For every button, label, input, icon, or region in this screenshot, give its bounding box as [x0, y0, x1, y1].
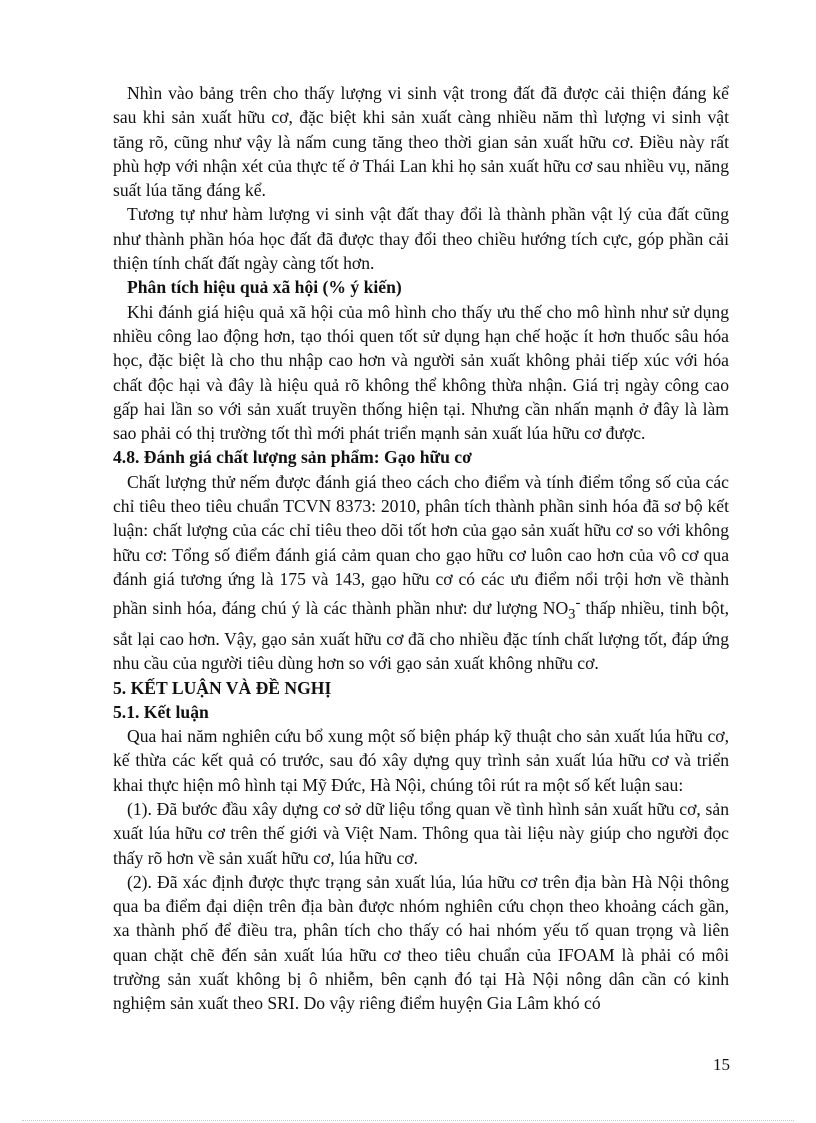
heading-section-5: 5. KẾT LUẬN VÀ ĐỀ NGHỊ: [113, 677, 332, 698]
heading-section-4-8: 4.8. Đánh giá chất lượng sản phẩm: Gạo hữu cơ: [113, 447, 472, 468]
page-body: [113, 81, 729, 1016]
page-number: 15: [713, 1055, 730, 1074]
paragraph-conclusion-intro: Qua hai năm nghiên cứu bổ xung một số biện pháp kỹ thuật cho sản xuất lúa hữu cơ, kế thừa các kết quả có trước, sau đó xây dựng quy trình sản xuất lúa hữu cơ và triển khai thực hiện mô hình tại Mỹ Đức, Hà Nội, chúng tôi rút ra một số kết luận sau:: [113, 726, 729, 795]
no3-superscript: -: [575, 595, 581, 612]
paragraph-conclusion-1: (1). Đã bước đầu xây dựng cơ sở dữ liệu tổng quan về tình hình sản xuất hữu cơ, sản xuất lúa hữu cơ trên thế giới và Việt Nam. Thông qua tài liệu này giúp cho người đọc thấy rõ hơn về sản xuất hữu cơ, lúa hữu cơ.: [113, 798, 729, 868]
paragraph-social-efficiency: Khi đánh giá hiệu quả xã hội của mô hình cho thấy ưu thế cho mô hình như sử dụng nhiều công lao động hơn, tạo thói quen tốt sử dụng hạn chế hoặc ít hơn thuốc sâu hóa học, đặc biệt là cho thu nhập cao hơn và người sản xuất không phải tiếp xúc với hóa chất độc hại và đây là hiệu quả rõ không thể không thừa nhận. Giá trị ngày công cao gấp hai lần so với sản xuất truyền thống hiện tại. Nhưng cần nhấn mạnh ở đây là làm sao phải có thị trường tốt thì mới phát triển mạnh sản xuất lúa hữu cơ được.: [113, 301, 729, 444]
paragraph-rice-quality-part2: thấp nhiều, tinh bột, sắt lại cao hơn. Vậy, gạo sản xuất hữu cơ đã cho nhiều đặc tính chất lượng tốt, đáp ứng nhu cầu của người tiêu dùng hơn so với gạo sản xuất không nhữu cơ.: [113, 598, 729, 674]
heading-social-efficiency: Phân tích hiệu quả xã hội (% ý kiến): [127, 277, 402, 298]
paragraph-rice-quality: [113, 470, 729, 676]
paragraph-conclusion-2: (2). Đã xác định được thực trạng sản xuất lúa, lúa hữu cơ trên địa bàn Hà Nội thông qua ba điểm đại diện trên địa bàn được nhóm nghiên cứu chọn theo khoảng cách gần, xa thành phố để điều tra, phân tích cho thấy có hai nhóm yếu tố quan trọng và liên quan chặt chẽ đến sản xuất lúa hữu cơ theo tiêu chuẩn của IFOAM là phải có môi trường sản xuất không bị ô nhiễm, bên cạnh đó tại Hà Nội nông dân cần có kinh nghiệm sản xuất theo SRI. Do vậy riêng điểm huyện Gia Lâm khó có: [113, 871, 729, 1014]
page-bottom-divider: [22, 1120, 794, 1121]
paragraph-microbe-improvement: Nhìn vào bảng trên cho thấy lượng vi sinh vật trong đất đã được cải thiện đáng kể sau khi sản xuất hữu cơ, đặc biệt khi sản xuất càng nhiều năm thì lượng vi sinh vật tăng rõ, cũng như vậy là nấm cung tăng theo thời gian sản xuất hữu cơ. Điều này rất phù hợp với nhận xét của thực tế ở Thái Lan khi họ sản xuất hữu cơ sau nhiều vụ, năng suất lúa tăng đáng kể.: [113, 83, 729, 201]
no3-subscript: 3: [568, 606, 576, 623]
paragraph-soil-composition: Tương tự như hàm lượng vi sinh vật đất thay đổi là thành phần vật lý của đất cũng như thành phần hóa học đất đã được thay đổi theo chiều hướng tích cực, góp phần cải thiện tính chất đất ngày càng tốt hơn.: [113, 204, 729, 274]
heading-section-5-1: 5.1. Kết luận: [113, 701, 209, 722]
paragraph-rice-quality-part1: Chất lượng thử nếm được đánh giá theo cách cho điểm và tính điểm tổng số của các chỉ tiêu theo tiêu chuẩn TCVN 8373: 2010, phân tích thành phần sinh hóa đã sơ bộ kết luận: chất lượng của các chỉ tiêu theo dõi tốt hơn của gạo sản xuất hữu cơ so với không hữu cơ: Tổng số điểm đánh giá cảm quan cho gạo hữu cơ luôn cao hơn của vô cơ qua đánh giá tương ứng là 175 và 143, gạo hữu cơ có các ưu điểm nổi trội hơn về thành phần sinh hóa, đáng chú ý là các thành phần như: dư lượng NO: [113, 471, 729, 619]
